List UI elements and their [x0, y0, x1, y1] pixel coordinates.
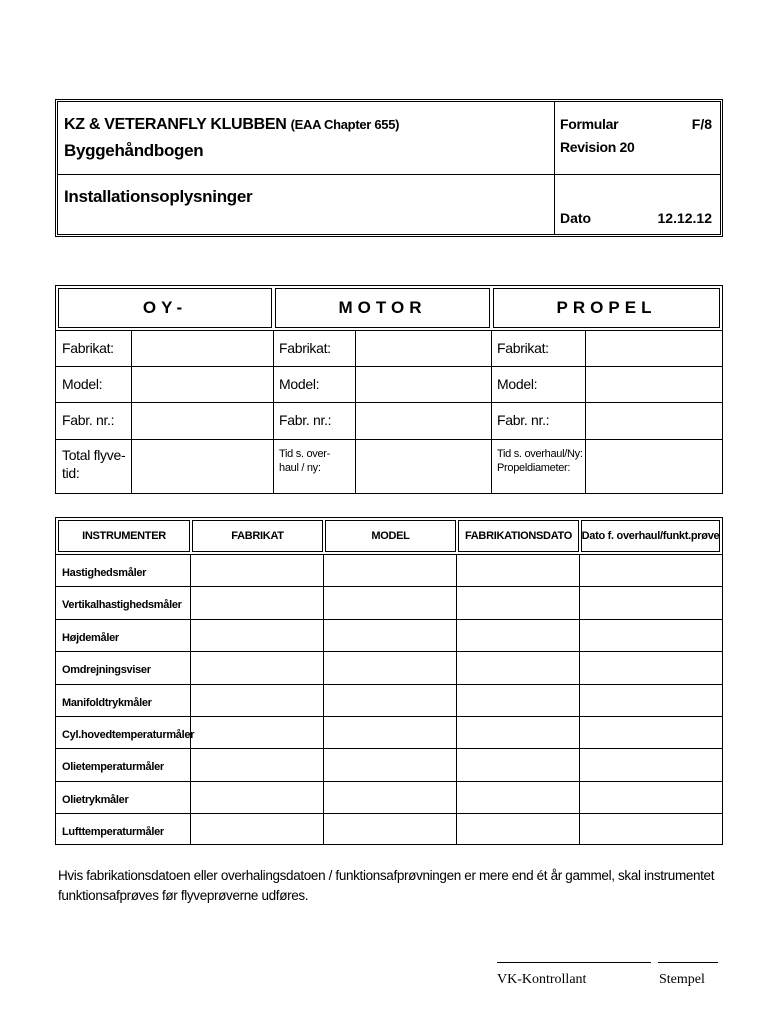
book-title: Byggehåndbogen — [64, 141, 204, 160]
column-header-propel: PROPEL — [493, 288, 720, 328]
table-row-line — [56, 684, 722, 685]
signature-label: VK-Kontrollant — [497, 972, 587, 987]
table-col-line — [323, 554, 324, 844]
revision: Revision 20 — [560, 139, 635, 155]
instrument-row-label: Lufttemperaturmåler — [62, 826, 164, 839]
organization-name: KZ & VETERANFLY KLUBBEN (EAA Chapter 655) — [64, 116, 400, 133]
instrument-row-label: Højdemåler — [62, 631, 119, 644]
propel-model-label: Model: — [497, 376, 538, 392]
header-model: MODEL — [325, 520, 456, 552]
motor-time-since-overhaul-label: Tid s. over- haul / ny: — [279, 448, 331, 474]
instrument-row-label: Olietrykmåler — [62, 793, 129, 806]
form-label: Formular — [560, 116, 619, 132]
motor-manufacturer-label: Fabrikat: — [279, 340, 331, 356]
date-value: 12.12.12 — [657, 210, 712, 226]
table-row-line — [56, 748, 722, 749]
instruments-table — [55, 517, 723, 845]
aircraft-serial-label: Fabr. nr.: — [62, 412, 115, 428]
date-label: Dato — [560, 210, 592, 226]
table-row-line — [56, 619, 722, 620]
aircraft-model-label: Model: — [62, 376, 103, 392]
table-col-line — [190, 554, 191, 844]
header-instruments: INSTRUMENTER — [58, 520, 190, 552]
instrument-row-label: Vertikalhastighedsmåler — [62, 599, 182, 612]
table-row-line — [56, 651, 722, 652]
motor-model-label: Model: — [279, 376, 320, 392]
motor-serial-label: Fabr. nr.: — [279, 412, 332, 428]
header-manufacturer: FABRIKAT — [192, 520, 323, 552]
grid-col-line — [585, 330, 586, 493]
grid-row-line — [56, 366, 722, 367]
table-col-line — [456, 554, 457, 844]
instrument-row-label: Omdrejningsviser — [62, 664, 151, 677]
grid-col-line — [355, 330, 356, 493]
propel-manufacturer-label: Fabrikat: — [497, 340, 549, 356]
table-row-line — [56, 554, 722, 555]
instruction-note: Hvis fabrikationsdatoen eller overhalingsdatoen / funktionsafprøvningen er mere end ét år gammel, skal instrumentet funktionsafprøves før flyveprøverne udføres. — [58, 868, 715, 903]
header-manufacture-date: FABRIKATIONSDATO — [458, 520, 579, 552]
table-row-line — [56, 586, 722, 587]
grid-row-line — [56, 330, 722, 331]
form-number: F/8 — [691, 116, 712, 132]
stamp-label: Stempel — [659, 972, 705, 987]
section-title: Installationsoplysninger — [64, 187, 253, 206]
propel-serial-label: Fabr. nr.: — [497, 412, 550, 428]
column-header-aircraft: OY- — [58, 288, 272, 328]
table-row-line — [56, 781, 722, 782]
stamp-line — [658, 962, 718, 963]
signature-line — [497, 962, 651, 963]
grid-row-line — [56, 402, 722, 403]
instrument-row-label: Olietemperaturmåler — [62, 761, 164, 774]
instrument-row-label: Cyl.hovedtemperaturmåler — [62, 729, 195, 741]
instrument-row-label: Hastighedsmåler — [62, 567, 147, 579]
header-overhaul-date: Dato f. overhaul/funkt.prøve — [581, 520, 720, 552]
header-divider-vertical — [554, 102, 555, 234]
grid-col-line — [491, 330, 492, 493]
table-col-line — [579, 554, 580, 844]
table-row-line — [56, 813, 722, 814]
grid-col-line — [273, 330, 274, 493]
form-header — [55, 99, 723, 237]
grid-row-line — [56, 439, 722, 440]
header-divider-horizontal — [58, 174, 720, 175]
organization-chapter: (EAA Chapter 655) — [290, 117, 400, 132]
table-row-line — [56, 716, 722, 717]
aircraft-manufacturer-label: Fabrikat: — [62, 340, 114, 356]
grid-col-line — [131, 330, 132, 493]
propel-time-diameter-label: Tid s. overhaul/Ny: Propeldiameter: — [497, 448, 583, 474]
column-header-motor: MOTOR — [275, 288, 490, 328]
instrument-row-label: Manifoldtrykmåler — [62, 696, 152, 709]
aircraft-total-time-label: Total flyve- tid: — [62, 447, 126, 481]
aircraft-motor-propel-grid — [55, 285, 723, 494]
